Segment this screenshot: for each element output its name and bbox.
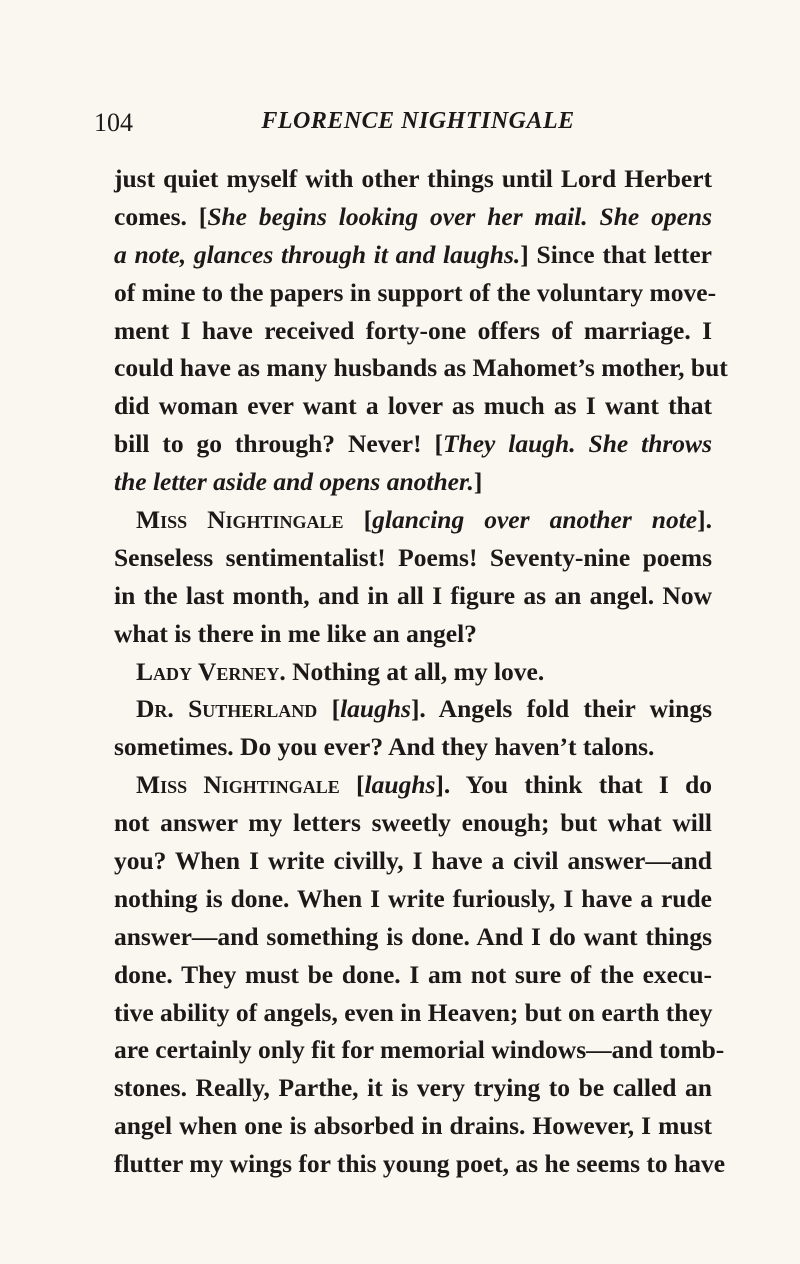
line-text: angel when one is absorbed in drains. However, I must <box>114 1111 712 1141</box>
text-line <box>114 160 712 198</box>
text-line <box>114 1031 725 1069</box>
text-line <box>114 766 712 804</box>
speaker-name: Lady Verney <box>136 656 280 686</box>
page-number: 104 <box>94 108 133 137</box>
text-line <box>114 577 712 615</box>
text-line <box>114 236 712 274</box>
line-text: did woman ever want a lover as much as I want that <box>114 391 712 421</box>
text-line <box>114 615 712 653</box>
line-text: ]. Angels fold their wings <box>410 694 712 724</box>
line-text: are certainly only fit for memorial windows—and tomb- <box>114 1035 725 1065</box>
line-text: done. They must be done. I am not sure of the execu- <box>114 959 712 989</box>
line-text: stones. Really, Parthe, it is very trying to be called an <box>114 1073 712 1103</box>
line-text: you? When I write civilly, I have a civil answer—and <box>114 846 712 876</box>
text-line <box>114 349 728 387</box>
line-text: [ <box>339 770 365 800</box>
line-text: ment I have received forty-one offers of marriage. I <box>114 315 712 345</box>
line-text: just quiet myself with other things until Lord Herbert <box>114 164 712 193</box>
text-line <box>114 880 712 918</box>
stage-direction: She begins looking over her mail. She opens <box>207 201 713 231</box>
page-header <box>94 108 712 142</box>
body-text <box>114 160 728 1183</box>
text-line <box>114 918 712 956</box>
text-line <box>114 274 717 312</box>
line-text: of mine to the papers in support of the voluntary move- <box>114 277 717 307</box>
text-line <box>114 1069 712 1107</box>
line-text: what is there in me like an angel? <box>114 618 477 648</box>
running-title: FLORENCE NIGHTINGALE <box>261 108 575 134</box>
stage-direction: They laugh. She throws <box>442 429 712 459</box>
line-text: ] <box>473 467 483 497</box>
line-text: ] Since that letter <box>520 239 712 269</box>
text-line <box>114 1145 726 1183</box>
text-line <box>114 804 712 842</box>
text-line <box>114 387 712 425</box>
line-text: nothing is done. When I write furiously, I have a rude <box>114 883 712 913</box>
speaker-name: Miss Nightingale <box>136 505 344 535</box>
text-line <box>114 198 712 236</box>
text-line <box>114 1107 712 1145</box>
text-line <box>114 539 712 577</box>
text-line <box>114 463 712 501</box>
stage-direction: laughs <box>364 770 436 800</box>
text-line <box>114 994 712 1032</box>
line-text: answer—and something is done. And I do want things <box>114 921 712 951</box>
line-text: sometimes. Do you ever? And they haven’t talons. <box>114 732 655 762</box>
text-line <box>114 501 712 539</box>
line-text: not answer my letters sweetly enough; but what will <box>114 808 712 838</box>
text-line <box>114 312 712 350</box>
text-line <box>114 690 712 728</box>
line-text: ]. <box>697 505 713 535</box>
stage-direction: a note, glances through it and laughs. <box>114 239 521 269</box>
speaker-name: Miss Nightingale <box>136 770 340 800</box>
line-text: could have as many husbands as Mahomet’s mother, but <box>114 353 728 383</box>
stage-direction: laughs <box>340 694 411 724</box>
text-line <box>114 653 712 691</box>
line-text: comes. [ <box>114 201 208 231</box>
stage-direction: the letter aside and opens another. <box>114 467 474 497</box>
line-text: [ <box>343 505 373 535</box>
line-text: in the last month, and in all I figure as an angel. Now <box>114 580 712 610</box>
text-line <box>114 842 712 880</box>
speaker-name: Dr. Sutherland <box>136 694 318 724</box>
line-text: ]. You think that I do <box>435 770 712 800</box>
line-text: tive ability of angels, even in Heaven; but on earth they <box>114 997 713 1027</box>
text-line <box>114 425 712 463</box>
line-text: Senseless sentimentalist! Poems! Seventy-nine poems <box>114 542 712 572</box>
text-line <box>114 956 712 994</box>
line-text: bill to go through? Never! [ <box>114 429 443 459</box>
stage-direction: glancing over another note <box>372 505 698 535</box>
line-text: flutter my wings for this young poet, as he seems to have <box>114 1149 726 1179</box>
line-text: . Nothing at all, my love. <box>279 656 545 686</box>
text-line <box>114 728 712 766</box>
line-text: [ <box>317 694 341 724</box>
